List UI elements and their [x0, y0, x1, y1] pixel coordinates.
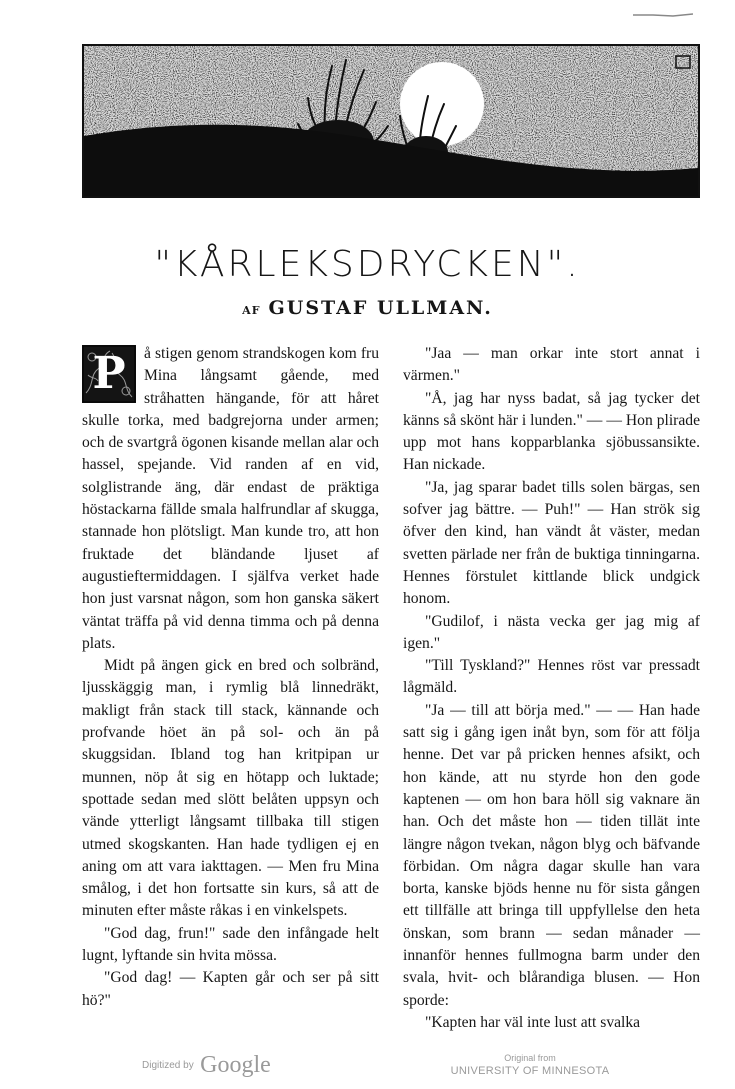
- byline-prefix: AF: [242, 304, 261, 317]
- right-column: [403, 343, 700, 1034]
- university-name: UNIVERSITY OF MINNESOTA: [450, 1065, 610, 1077]
- paragraph: "Å, jag har nyss badat, så jag tycker det känns så skönt här i lunden." — — Hon plirade upp mot hans kopparblanka sjöbussansikte. Han nickade.: [403, 389, 700, 474]
- dropcap-letter: P: [92, 348, 126, 399]
- paragraph: "Kapten har väl inte lust att svalka: [425, 1013, 641, 1031]
- paragraph: "God dag! — Kapten går och ser på sitt hö?": [82, 969, 379, 1009]
- digitized-prefix: Digitized by: [142, 1060, 194, 1071]
- google-wordmark: Google: [200, 1052, 271, 1078]
- header-illustration: [82, 44, 700, 198]
- digitized-by-watermark: [142, 1052, 302, 1079]
- paragraph: P å stigen genom strandskogen kom fru Mina långsamt gående, med stråhatten hängande, för att håret skulle torka, med badgrejorna under armen; och de svartgrå ögonen kisande mellan alar och hassel, spejande. Vid randen af en vid, solglistrande äng, där endast de präktiga höstackarna fällde smala halfrundlar af skugga, stannade hon plötsligt. Man kunde tro, att hon fruktade det bländande ljuset af augustieftermiddagen. I själfva verket hade hon just varsnat någon, som hon ganska säkert väntat träffa på vid denna timma och på denna plats.: [82, 345, 379, 652]
- scan-edge-mark: [633, 6, 693, 24]
- original-from-label: Original from: [504, 1053, 556, 1063]
- byline: [0, 297, 735, 319]
- moonlit-landscape-illustration: [84, 46, 698, 196]
- paragraph: "Till Tyskland?" Hennes röst var pressadt lågmäld.: [403, 657, 700, 697]
- author-name: GUSTAF ULLMAN.: [268, 297, 493, 319]
- article-title: "KÅRLEKSDRYCKEN".: [154, 244, 581, 285]
- paragraph: "God dag, frun!" sade den infångade helt lugnt, lyftande sin hvita mössa.: [82, 924, 379, 965]
- paragraph: Midt på ängen gick en bred och solbränd, ljusskäggig man, i rymlig blå linnedräkt, makligt från stack till stack, kännande och profvande höet än på sol- och än på skuggsidan. Ibland tog han kritpipan ur munnen, nöp åt sig en hötapp och luktade; spottade sedan med slött belåten uppsyn och vände ytterligt långsamt tillbaka till stigen utmed skogskanten. Han hade tydligen ej en aning om att vara iakttagen. — Men fru Mina smålog, i det hon fortsatte sin kurs, så att de minuten efter måste råkas i en vinkelspets.: [82, 657, 379, 920]
- paragraph: "Gudilof, i nästa vecka ger jag mig af igen.": [403, 612, 700, 652]
- left-column: [82, 343, 379, 1012]
- paragraph: "Ja, jag sparar badet tills solen bärgas, sen sofver jag bättre. — Puh!" — Han strök sig öfver den kind, han vändt åt väster, medan svetten pärlade ner från de buktiga tinningarna. Hennes förstulet kittlande blick undgick honom.: [403, 478, 700, 608]
- dropcap: [82, 345, 136, 403]
- original-from-watermark: [430, 1052, 630, 1078]
- paragraph: "Ja — till att börja med." — — Han hade satt sig i gång igen inåt byn, som för att följa henne. Det var på pricken hennes afsikt, och hon kände, att nu styrde hon den gode kaptenen — om hon bara höll sig vaknare än han. Och det måste hon — tiden tillät inte längre någon tvekan, någon blyg och bäfvande förbidan. Om några dagar skulle han vara borta, kanske bjöds henne nu för sista gången ett tillfälle att bringa till uppfyllelse den heta önskan, som brann — sedan månader — innanför hennes fullmogna barm under den svala, hvit- och blårandiga blusen. — Hon sporde:: [403, 701, 700, 1009]
- paragraph: "Jaa — man orkar inte stort annat i värmen.": [403, 345, 700, 385]
